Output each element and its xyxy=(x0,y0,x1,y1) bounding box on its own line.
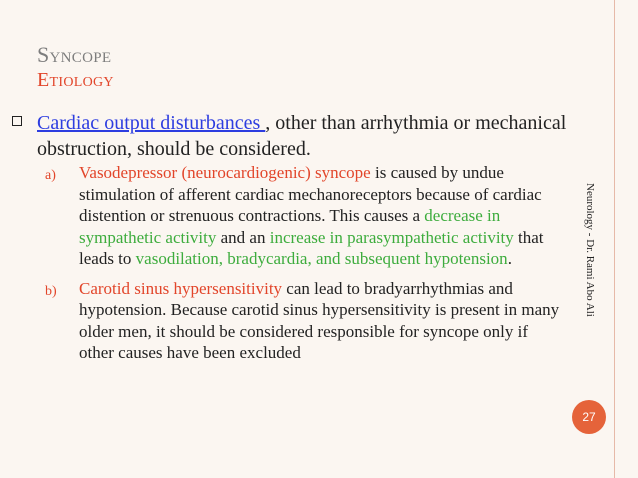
sub-list xyxy=(45,162,565,372)
slide-title: Syncope xyxy=(37,42,112,67)
sub-item-text-part: that leads to xyxy=(79,227,544,268)
sub-item-text-part: . xyxy=(507,249,512,268)
square-bullet-icon xyxy=(12,116,22,126)
sub-item-text-part: increase in parasympathetic activity xyxy=(269,227,514,247)
slide-subtitle: Etiology xyxy=(37,69,114,91)
sub-item-marker: a) xyxy=(45,168,56,183)
sub-item-text xyxy=(79,162,565,270)
side-footer-label: Neurology - Dr. Rami Abo Ali xyxy=(584,183,596,317)
main-bullet-rest: , other than arrhythmia or mechanical obstruction, should be considered. xyxy=(37,112,567,160)
sub-item xyxy=(45,278,565,364)
sub-item-text xyxy=(79,278,565,364)
page-number-badge: 27 xyxy=(572,400,606,434)
sub-item xyxy=(45,162,565,270)
right-border-line xyxy=(614,0,615,478)
sub-item-marker: b) xyxy=(45,283,57,299)
sub-item-text-part: vasodilation, bradycardia, and subsequent hypotension xyxy=(135,249,508,268)
sub-item-text-part: decrease in sympathetic activity xyxy=(79,206,501,247)
cardiac-output-link[interactable]: Cardiac output disturbances xyxy=(37,112,266,134)
main-bullet xyxy=(12,110,582,162)
sub-item-text-part: can lead to bradyarrhythmias and hypotension. Because carotid sinus hypersensitivity is present in many older men, it should be considered responsible for syncope only if other causes have been excluded xyxy=(79,278,560,362)
sub-item-text-part: Vasodepressor (neurocardiogenic) syncope xyxy=(79,163,371,182)
main-bullet-text xyxy=(37,110,582,162)
sub-item-text-part: and an xyxy=(216,227,270,247)
sub-item-text-part: Carotid sinus hypersensitivity xyxy=(79,278,283,298)
sub-item-text-part: is caused by undue stimulation of afferent cardiac mechanoreceptors because of cardiac distention or strenuous contractions. This causes a xyxy=(79,163,542,225)
